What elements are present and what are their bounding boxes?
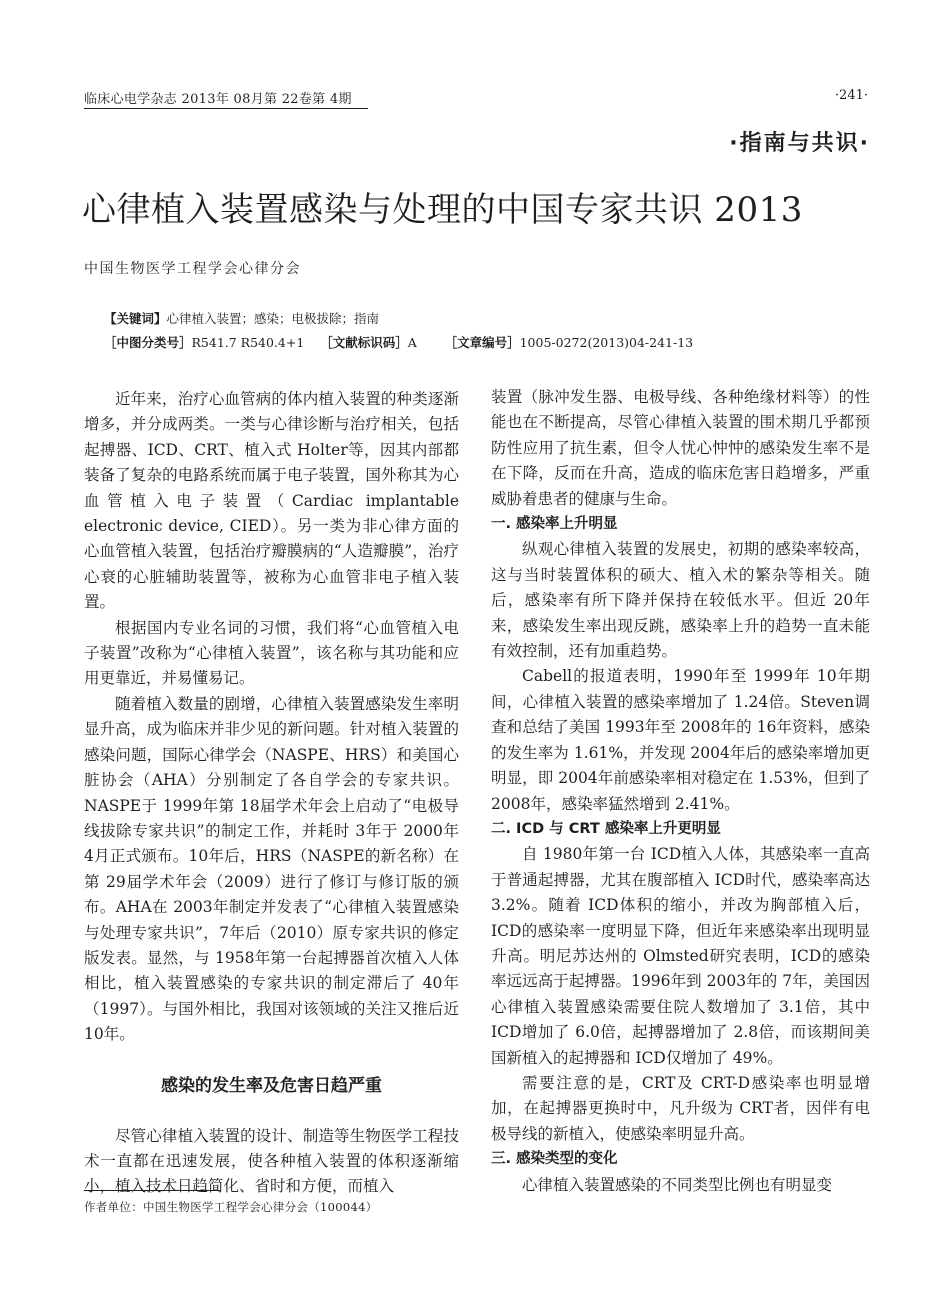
section-tag: ·指南与共识· bbox=[729, 131, 870, 156]
article-number-value: 1005-0272(2013)04-241-13 bbox=[519, 335, 694, 350]
subsection-heading: 一. 感染率上升明显 bbox=[491, 516, 618, 533]
header-rule bbox=[84, 108, 368, 109]
right-column bbox=[491, 385, 870, 1198]
footnote-rule bbox=[84, 1190, 220, 1191]
class-label: ［中图分类号］ bbox=[104, 335, 192, 350]
section-heading: 感染的发生率及危害日趋严重 bbox=[161, 1075, 382, 1096]
subsection-heading: 三. 感染类型的变化 bbox=[491, 1151, 618, 1168]
article-number-label: ［文章编号］ bbox=[444, 335, 520, 350]
doc-code-value: A bbox=[407, 335, 417, 350]
paragraph: 纵观心律植入装置的发展史，初期的感染率较高，这与当时装置体积的硕大、植入术的繁杂等相关。随后，感染率有所下降并保持在较低水平。但近 20年来，感染发生率出现反跳，感染率上升的趋势一直未能有效控制，还有加重趋势。 bbox=[491, 540, 870, 661]
keywords-label: 【关键词】 bbox=[104, 311, 167, 326]
article-title: 心律植入装置感染与处理的中国专家共识 2013 bbox=[82, 190, 803, 230]
paragraph: 根据国内专业名词的习惯，我们将“心血管植入电子装置”改称为“心律植入装置”，该名称与其功能和应用更靠近，并易懂易记。 bbox=[84, 618, 459, 688]
running-head bbox=[84, 82, 870, 106]
paragraph: 需要注意的是，CRT及 CRT-D感染率也明显增加，在起搏器更换时中，凡升级为 CRT者，因伴有电极导线的新植入，使感染率明显升高。 bbox=[491, 1073, 870, 1143]
paragraph: 自 1980年第一台 ICD植入人体，其感染率一直高于普通起搏器，尤其在腹部植入 ICD时代，感染率高达 3.2%。随着 ICD体积的缩小，并改为胸部植入后，ICD的感染率一度明显下降，但近年来感染率出现明显升高。明尼苏达州的 Olmsted研究表明，ICD的感染率远远高于起搏器。1996年到 2003年的 7年，美国因心律植入装置感染需要住院人数增加了 3.1倍，其中 ICD增加了 6.0倍，起搏器增加了 2.8倍，而该期间美国新植入的起搏器和 ICD仅增加了 49%。 bbox=[491, 845, 870, 1067]
paragraph: 随着植入数量的剧增，心律植入装置感染发生率明显升高，成为临床并非少见的新问题。针对植入装置的感染问题，国际心律学会（NASPE、HRS）和美国心脏协会（AHA）分别制定了各自学会的专家共识。NASPE于 1999年第 18届学术年会上启动了“电极导线拔除专家共识”的制定工作，并耗时 3年于 2000年 4月正式颁布。10年后，HRS（NASPE的新名称）在第 29届学术年会（2009）进行了修订与修订版的颁布。AHA在 2003年制定并发表了“心律植入装置感染与处理专家共识”，7年后（2010）原专家共识的修定版发表。显然，与 1958年第一台起搏器首次植入人体相比，植入装置感染的专家共识的制定滞后了 40年（1997）。与国外相比，我国对该领域的关注又推后近 10年。 bbox=[84, 694, 459, 1044]
paragraph: 近年来，治疗心血管病的体内植入装置的种类逐渐增多，并分成两类。一类与心律诊断与治疗相关，包括起搏器、ICD、CRT、植入式 Holter等，因其内部都装备了复杂的电路系统而属于电子装置，国外称其为心血管植入电子装置（Cardiac implantable electronic device, CIED）。另一类为非心律方面的心血管植入装置，包括治疗瓣膜病的“人造瓣膜”，治疗心衰的心脏辅助装置等，被称为心血管非电子植入装置。 bbox=[84, 390, 459, 612]
classification-line bbox=[104, 333, 693, 351]
author-line: 中国生物医学工程学会心律分会 bbox=[84, 261, 301, 277]
affiliation-footnote: 作者单位：中国生物医学工程学会心律分会（100044） bbox=[84, 1200, 378, 1214]
page-number: ·241· bbox=[834, 88, 868, 103]
keywords-value: 心律植入装置；感染；电极拔除；指南 bbox=[166, 311, 380, 326]
left-column bbox=[84, 387, 459, 1200]
subsection-heading: 二. ICD 与 CRT 感染率上升更明显 bbox=[491, 820, 721, 837]
keywords-line bbox=[104, 309, 379, 327]
class-value: R541.7 R540.4+1 bbox=[191, 335, 305, 350]
paragraph: 尽管心律植入装置的设计、制造等生物医学工程技术一直都在迅速发展，使各种植入装置的体积逐渐缩小，植入技术日趋简化、省时和方便，而植入 bbox=[84, 1126, 459, 1196]
paragraph: 心律植入装置感染的不同类型比例也有明显变 bbox=[522, 1175, 833, 1194]
journal-info: 临床心电学杂志 2013年 08月第 22卷第 4期 bbox=[84, 92, 352, 107]
paragraph: Cabell的报道表明，1990年至 1999年 10年期间，心律植入装置的感染率增加了 1.24倍。Steven调查和总结了美国 1993年至 2008年的 16年资料，感染的发生率为 1.61%，并发现 2004年后的感染率增加更明显，即 2004年前感染率相对稳定在 1.53%，但到了 2008年，感染率猛然增到 2.41%。 bbox=[491, 667, 870, 813]
doc-code-label: ［文献标识码］ bbox=[320, 335, 408, 350]
paragraph: 装置（脉冲发生器、电极导线、各种绝缘材料等）的性能也在不断提高，尽管心律植入装置的围术期几乎都预防性应用了抗生素，但令人忧心忡忡的感染发生率不是在下降，反而在升高，造成的临床危害日趋增多，严重威胁着患者的健康与生命。 bbox=[491, 388, 870, 508]
